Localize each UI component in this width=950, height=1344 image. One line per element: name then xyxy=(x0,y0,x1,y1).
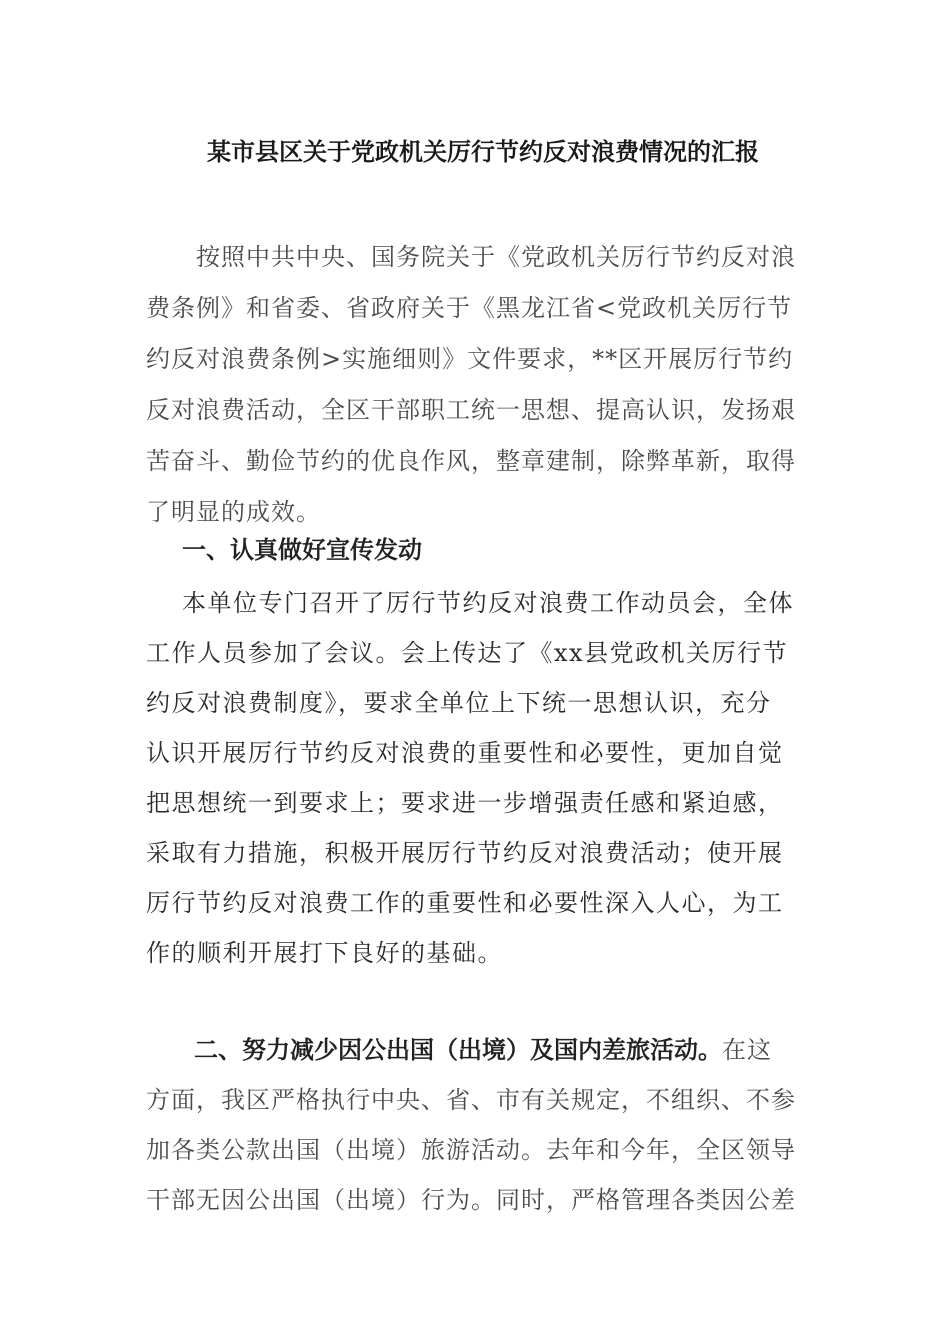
section-1-line: 把思想统一到要求上；要求进一步增强责任感和紧迫感， xyxy=(146,789,784,817)
intro-line: 了明显的成效。 xyxy=(146,498,321,526)
intro-paragraph xyxy=(146,232,796,538)
document-title: 某市县区关于党政机关厉行节约反对浪费情况的汇报 xyxy=(207,138,759,166)
section-2-paragraph xyxy=(146,1025,796,1225)
section-1-line: 认识开展厉行节约反对浪费的重要性和必要性，更加自觉 xyxy=(146,739,784,767)
section-2-line: 干部无因公出国（出境）行为。同时，严格管理各类因公差 xyxy=(146,1186,796,1214)
section-2-first-line xyxy=(146,1025,796,1075)
intro-line: 约反对浪费条例>实施细则》文件要求，**区开展厉行节约 xyxy=(146,345,794,373)
section-1-line: 厉行节约反对浪费工作的重要性和必要性深入人心，为工 xyxy=(146,889,784,917)
section-2-first-tail: 在这 xyxy=(722,1036,772,1064)
intro-line: 费条例》和省委、省政府关于《黑龙江省<党政机关厉行节 xyxy=(146,294,793,322)
section-1-line: 采取有力措施，积极开展厉行节约反对浪费活动；使开展 xyxy=(146,839,784,867)
section-1-line: 作的顺利开展打下良好的基础。 xyxy=(146,939,503,967)
section-1-line: 约反对浪费制度》，要求全单位上下统一思想认识，充分 xyxy=(146,689,772,717)
intro-line: 按照中共中央、国务院关于《党政机关厉行节约反对浪 xyxy=(196,243,796,271)
section-1-line: 工作人员参加了会议。会上传达了《xx县党政机关厉行节 xyxy=(146,639,789,667)
section-1-heading: 一、认真做好宣传发动 xyxy=(182,536,422,564)
section-2-line: 方面，我区严格执行中央、省、市有关规定，不组织、不参 xyxy=(146,1086,796,1114)
intro-line: 反对浪费活动，全区干部职工统一思想、提高认识，发扬艰 xyxy=(146,396,796,424)
section-2-line: 加各类公款出国（出境）旅游活动。去年和今年，全区领导 xyxy=(146,1136,796,1164)
intro-line: 苦奋斗、勤俭节约的优良作风，整章建制，除弊革新，取得 xyxy=(146,447,796,475)
section-1-paragraph xyxy=(146,578,794,978)
section-2-heading: 二、努力减少因公出国（出境）及国内差旅活动。 xyxy=(194,1036,722,1064)
section-1-line: 本单位专门召开了厉行节约反对浪费工作动员会，全体 xyxy=(182,589,794,617)
